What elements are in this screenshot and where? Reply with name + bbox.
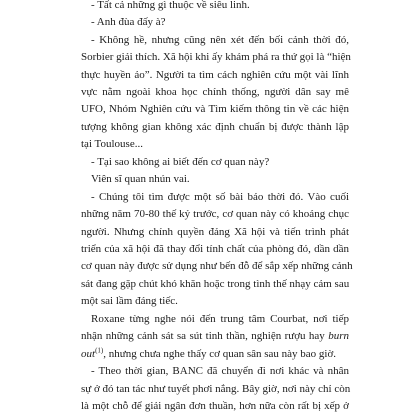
text-line: một sai lầm đáng tiếc. [81,295,178,307]
text-line: Roxane từng nghe nói đến trung tâm Courbat, nơi tiếp [91,313,349,325]
text-line: cơ quan này được sử dụng như bến đỗ để sắp xếp những cảnh [81,260,353,272]
text-line: - Anh đùa đấy à? [91,16,166,28]
text-line: Sorbier giải thích. Xã hội khi ấy khám phá ra thứ gọi là “hiện [81,51,351,63]
text-line: thực huyền ảo”. Người ta tìm cách nghiên cứu một vài lĩnh [81,69,349,81]
text-line: - Không hề, nhưng cũng nên xét đến bối cảnh thời đó, [91,34,349,46]
text-line: là một chỗ để giải ngân đơn thuần, hơn nữa còn rất bị xếp ở [81,400,349,412]
text-line: người. Nhưng chính quyền đảng Xã hội và tiến trình phát [81,226,349,238]
text-line: triển của xã hội đã thay đổi tính chất của phòng đó, dần dần [81,243,349,255]
text-line [81,346,349,364]
text-line: - Tại sao không ai biết đến cơ quan này? [91,156,270,168]
text-line: UFO, Nhóm Nghiên cứu và Tìm kiếm thông tin về các hiện [81,103,349,115]
text-line: Viên sĩ quan nhún vai. [91,173,190,185]
text-line: - Chúng tôi tìm được một số bài báo thời đó. Vào cuối [91,191,349,203]
text-line: tại Toulouse... [81,138,143,150]
text-line: những năm 70-80 thế kỷ trước, cơ quan này có khoảng chục [81,208,349,220]
text-line: - Tất cả những gì thuộc về siêu linh. [91,0,250,11]
italic-term: out [81,348,96,360]
line-continuation: , nhưng chưa nghe thấy cơ quan sân sau này bao giờ. [103,348,337,360]
text-line: tượng không gian không xác định chuẩn bị được thành lập [81,121,349,133]
footnote-marker[interactable]: (1) [95,346,104,355]
text-line: - Theo thời gian, BANC đã chuyển đi nơi khác và nhân [91,365,349,377]
italic-term: burn [328,330,349,342]
text-line: vực nằm ngoài khoa học chính thống, người dân say mê [81,86,349,98]
text-line: nhận những cảnh sát sa sút tinh thần, nghiện rượu hay burn [81,330,349,342]
text-line: sát đang gặp chút khó khăn hoặc trong tình thế nhạy cảm sau [81,278,350,290]
text-line: sự ở đó tan tác như tuyết phơi nắng. Bây giờ, nơi này chỉ còn [81,383,351,395]
